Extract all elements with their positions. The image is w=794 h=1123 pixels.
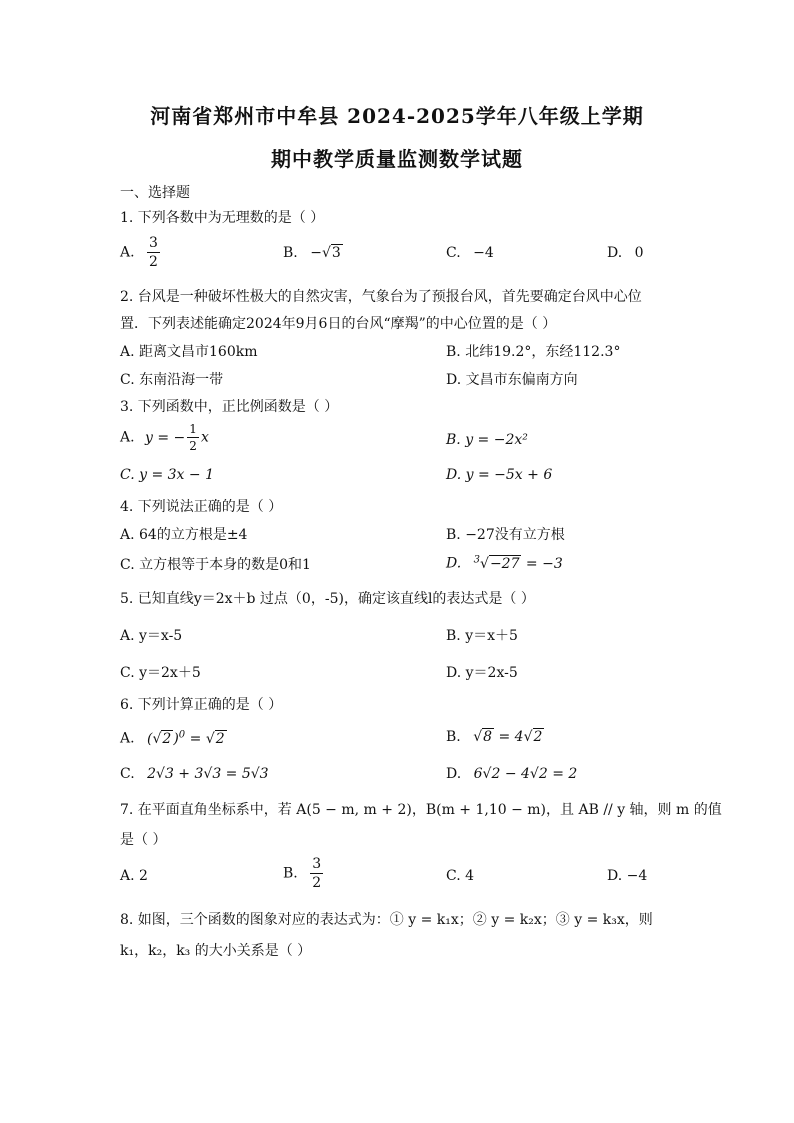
question-4-stem: 4. 下列说法正确的是（ ）: [120, 499, 283, 515]
question-8-stem-line2: k₁，k₂，k₃ 的大小关系是（ ）: [120, 943, 312, 959]
question-4-option-d: D. $^3$√−27 = −3: [446, 554, 563, 572]
cube-root-symbol: √−27: [480, 555, 520, 572]
sqrt-symbol: √2: [205, 730, 225, 747]
question-2-option-a: A. 距离文昌市160km: [120, 344, 258, 360]
question-5-option-d: D. y＝2x-5: [446, 665, 518, 681]
sqrt-symbol: √8: [473, 729, 493, 745]
question-1-option-b: B. −√3: [283, 245, 341, 261]
question-6-stem: 6. 下列计算正确的是（ ）: [120, 697, 283, 713]
sqrt-symbol: √2: [523, 729, 543, 745]
question-8-stem-line1: 8. 如图，三个函数的图象对应的表达式为：① y = k₁x；② y = k₂x；③ y = k₃x，则: [120, 912, 653, 928]
question-5-stem: 5. 已知直线y＝2x＋b 过点（0，-5)，确定该直线l的表达式是（ ）: [120, 591, 535, 607]
question-2-option-b: B. 北纬19.2°，东经112.3°: [446, 344, 621, 360]
question-7-option-c: C. 4: [446, 868, 475, 884]
question-2-stem-line2: 置．下列表述能确定2024年9月6日的台风“摩羯”的中心位置的是（ ）: [120, 316, 557, 332]
question-7-stem-line1: 7. 在平面直角坐标系中，若 A(5 − m, m + 2)，B(m + 1,10 − m)，且 AB // y 轴，则 m 的值: [120, 802, 722, 818]
section-heading: 一、选择题: [120, 185, 190, 201]
question-6-option-c: C. 2√3 + 3√3 = 5√3: [120, 766, 269, 782]
question-2-stem-line1: 2. 台风是一种破坏性极大的自然灾害，气象台为了预报台风，首先要确定台风中心位: [120, 289, 642, 305]
question-3-option-a: A. y = − $\frac{1}{2}$ x: [120, 422, 209, 453]
question-7-option-d: D. −4: [607, 868, 648, 884]
fraction: $\frac{3}{2}$: [312, 856, 322, 891]
question-3-option-b: B. y = −2x²: [446, 432, 528, 448]
question-1-option-c: C. −4: [446, 245, 494, 261]
sqrt-symbol: √2: [152, 730, 172, 747]
exam-title-line1: 河南省郑州市中牟县 2024-2025学年八年级上学期: [150, 104, 644, 128]
question-1-option-a: A. $\frac{3}{2}$: [120, 235, 158, 270]
exam-title-line2: 期中教学质量监测数学试题: [271, 147, 523, 171]
question-2-option-d: D. 文昌市东偏南方向: [446, 372, 578, 388]
question-5-option-a: A. y＝x-5: [120, 628, 183, 644]
question-1-option-d: D. 0: [607, 245, 644, 261]
question-7-option-a: A. 2: [120, 868, 148, 884]
question-6-option-b: B. √8 = 4√2: [446, 729, 543, 745]
fraction: $\frac{1}{2}$: [189, 422, 197, 453]
question-7-stem-line2: 是（ ）: [120, 832, 167, 848]
question-4-option-c: C. 立方根等于本身的数是0和1: [120, 557, 311, 573]
question-3-option-d: D. y = −5x + 6: [446, 467, 553, 483]
question-3-option-c: C. y = 3x − 1: [120, 467, 214, 483]
question-2-option-c: C. 东南沿海一带: [120, 372, 224, 388]
question-4-option-b: B. −27没有立方根: [446, 527, 565, 543]
question-4-option-a: A. 64的立方根是±4: [120, 527, 248, 543]
question-6-option-d: D. 6√2 − 4√2 = 2: [446, 766, 578, 782]
question-6-option-a: A. (√2 )$^0$ = √2: [120, 729, 225, 747]
fraction: $\frac{3}{2}$: [149, 235, 158, 270]
question-1-stem: 1. 下列各数中为无理数的是（ ）: [120, 210, 325, 226]
sqrt-symbol: √3: [321, 245, 341, 261]
question-5-option-c: C. y＝2x＋5: [120, 665, 201, 681]
question-7-option-b: B. $\frac{3}{2}$: [283, 856, 322, 891]
question-3-stem: 3. 下列函数中，正比例函数是（ ）: [120, 399, 339, 415]
question-5-option-b: B. y＝x＋5: [446, 628, 518, 644]
